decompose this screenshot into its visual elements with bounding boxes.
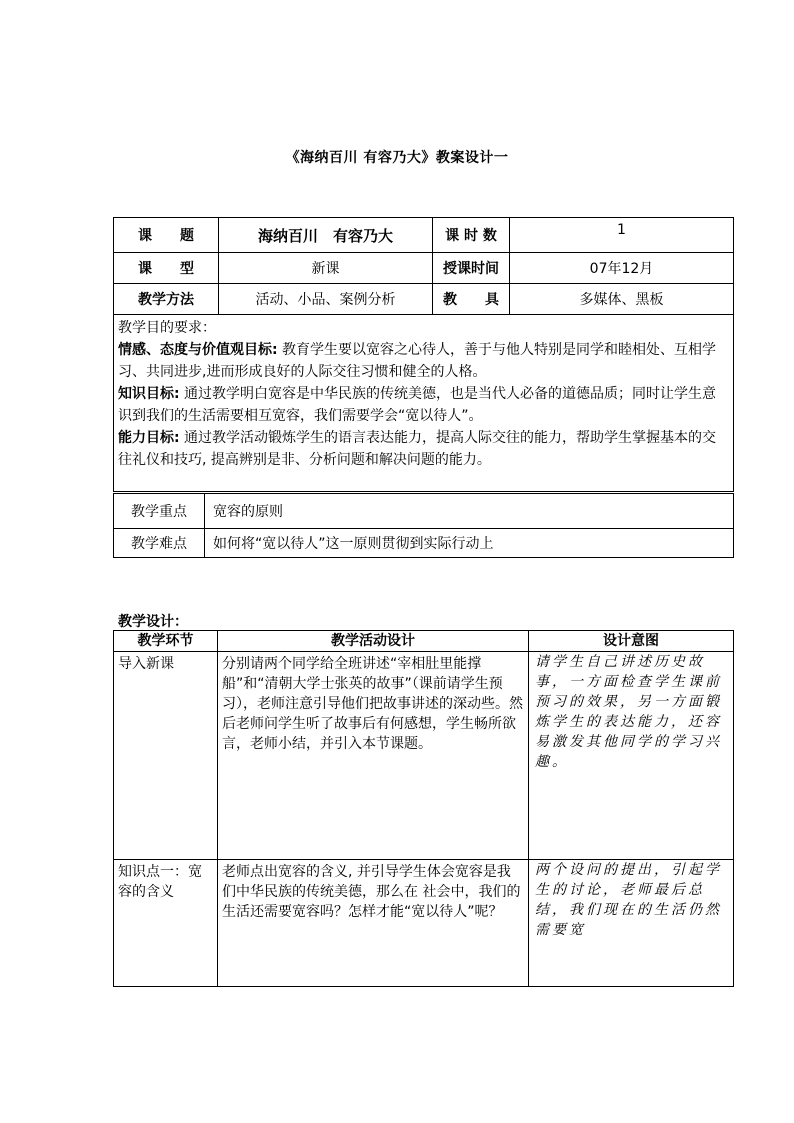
tools-value: 多媒体、黑板 (510, 284, 734, 315)
stage-cell: 知识点一：宽容的含义 (114, 860, 218, 987)
design-label: 教学设计： (118, 614, 188, 630)
goal-ability (118, 427, 729, 471)
key-points-table (113, 493, 734, 558)
header-activity: 教学活动设计 (218, 631, 529, 652)
time-label: 授课时间 (433, 253, 510, 284)
design-header-row (114, 631, 734, 652)
method-value: 活动、小品、案例分析 (219, 284, 433, 315)
goal-emotion (118, 339, 729, 383)
stage-cell: 导入新课 (114, 652, 218, 860)
header-intent: 设计意图 (529, 631, 734, 652)
hours-label: 课 时 数 (433, 218, 510, 253)
document-title: 《海纳百川 有容乃大》教案设计一 (285, 150, 509, 166)
focus-value: 宽容的原则 (205, 494, 734, 529)
topic-value: 海纳百川 有容乃大 (219, 218, 433, 253)
activity-cell: 分别请两个同学给全班讲述“宰相肚里能撑船”和“清朝大学士张英的故事”（课前请学生预习），老师注意引导他们把故事讲述的深动些。然后老师问学生听了故事后有何感想，学生畅所欲言，老师小结，并引入本节课题。 (218, 652, 529, 860)
difficulty-label: 教学难点 (114, 529, 205, 558)
ability-text: 通过教学活动锻炼学生的语言表达能力，提高人际交往的能力，帮助学生掌握基本的交往礼仪和技巧, 提高辨别是非、分析问题和解决问题的能力。 (118, 430, 717, 468)
intent-cell: 两个设问的提出，引起学生的讨论，老师最后总结，我们现在的生活仍然需要宽 (529, 860, 734, 987)
hours-value: 1 (510, 218, 734, 253)
method-label: 教学方法 (114, 284, 219, 315)
activity-cell: 老师点出宽容的含义, 并引导学生体会宽容是我们中华民族的传统美德，那么在 社会中，我们的生活还需要宽容吗？怎样才能“宽以待人”呢？ (218, 860, 529, 987)
knowledge-text: 通过教学明白宽容是中华民族的传统美德，也是当代人必备的道德品质；同时让学生意识到我们的生活需要相互宽容，我们需要学会“宽以待人”。 (118, 386, 717, 424)
type-label: 课 型 (114, 253, 219, 284)
goals-heading: 教学目的要求： (118, 320, 216, 336)
table-row (114, 652, 734, 860)
header-stage: 教学环节 (114, 631, 218, 652)
info-table (113, 217, 734, 492)
goal-knowledge (118, 383, 729, 427)
focus-label: 教学重点 (114, 494, 205, 529)
emotion-label: 情感、态度与价值观目标: (118, 342, 278, 358)
topic-label: 课 题 (114, 218, 219, 253)
time-value: 07年12月 (510, 253, 734, 284)
tools-label: 教 具 (433, 284, 510, 315)
difficulty-value: 如何将“宽以待人”这一原则贯彻到实际行动上 (205, 529, 734, 558)
intent-cell: 请学生自己讲述历史故事，一方面检查学生课前预习的效果，另一方面锻炼学生的表达能力，还容易激发其他同学的学习兴趣。 (529, 652, 734, 860)
teaching-goals (114, 315, 734, 492)
table-row (114, 860, 734, 987)
ability-label: 能力目标: (118, 430, 180, 446)
type-value: 新课 (219, 253, 433, 284)
design-table (113, 630, 734, 987)
knowledge-label: 知识目标: (118, 386, 180, 402)
emotion-text: 教育学生要以宽容之心待人，善于与他人特别是同学和睦相处、互相学习、共同进步,进而形成良好的人际交往习惯和健全的人格。 (118, 342, 717, 380)
